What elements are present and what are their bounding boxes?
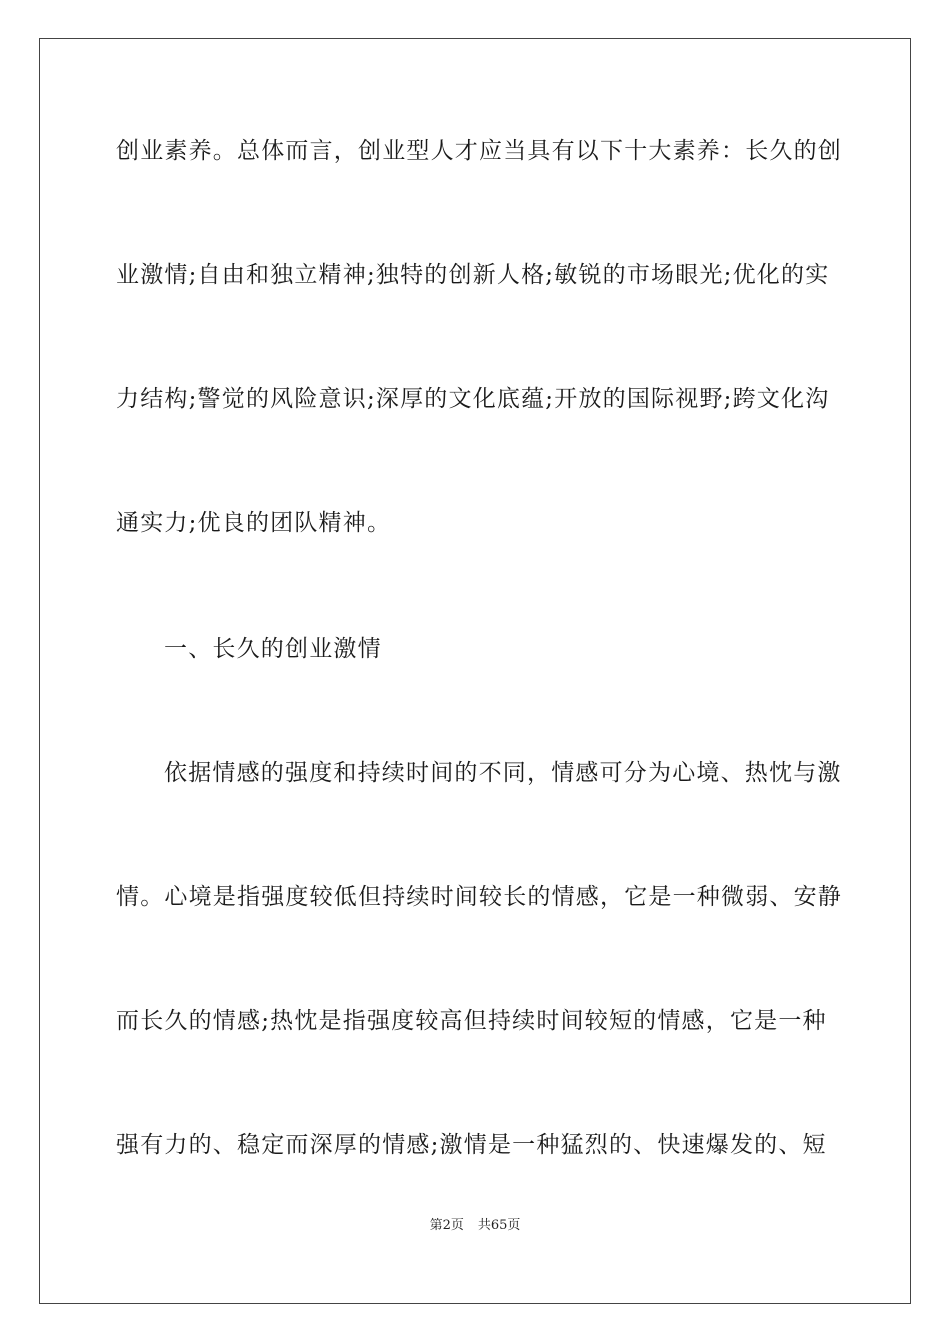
- section-heading: 一、长久的创业激情: [164, 636, 382, 662]
- paragraph-line-1: 创业素养。总体而言，创业型人才应当具有以下十大素养：长久的创: [116, 138, 842, 164]
- page-frame: [39, 38, 911, 1304]
- page-total: 共65页: [477, 1218, 521, 1233]
- paragraph-line-6: 情。心境是指强度较低但持续时间较长的情感，它是一种微弱、安静: [116, 884, 842, 910]
- page-number: 第2页: [429, 1218, 464, 1233]
- paragraph-line-8: 强有力的、稳定而深厚的情感;激情是一种猛烈的、快速爆发的、短: [116, 1132, 827, 1158]
- paragraph-line-4: 通实力;优良的团队精神。: [116, 510, 392, 536]
- paragraph-line-5: 依据情感的强度和持续时间的不同，情感可分为心境、热忱与激: [164, 760, 842, 786]
- page-footer: [0, 1217, 950, 1235]
- paragraph-line-2: 业激情;自由和独立精神;独特的创新人格;敏锐的市场眼光;优化的实: [116, 262, 830, 288]
- paragraph-line-7: 而长久的情感;热忱是指强度较高但持续时间较短的情感，它是一种: [116, 1008, 827, 1034]
- paragraph-line-3: 力结构;警觉的风险意识;深厚的文化底蕴;开放的国际视野;跨文化沟: [116, 386, 830, 412]
